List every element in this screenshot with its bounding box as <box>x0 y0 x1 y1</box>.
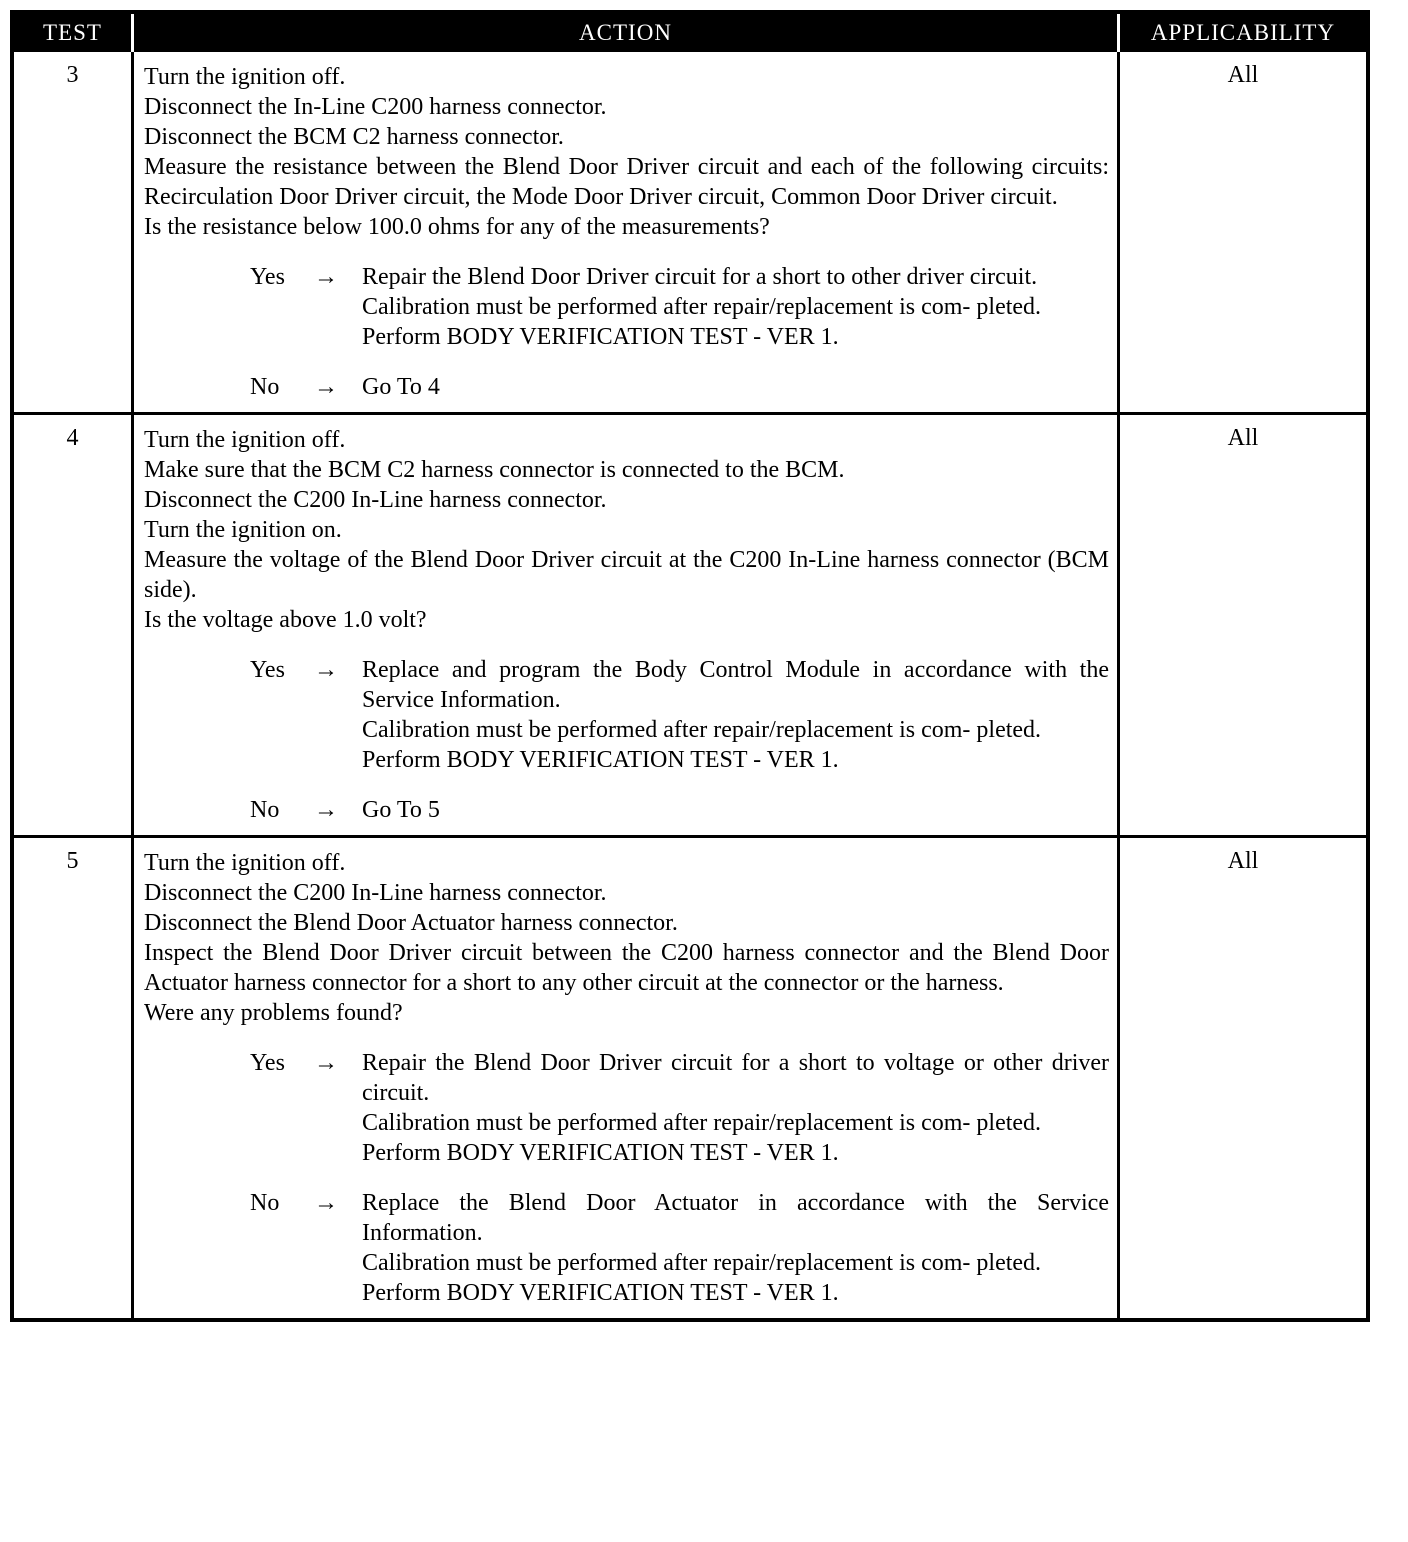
table-header <box>14 14 1366 52</box>
test-number: 3 <box>14 52 134 412</box>
outcome-answer: No <box>250 1190 280 1216</box>
outcome-no <box>144 372 1109 402</box>
result-line: Perform BODY VERIFICATION TEST - VER 1. <box>362 1140 839 1166</box>
header-action: ACTION <box>134 14 1120 52</box>
outcome-no <box>144 1188 1109 1308</box>
action-step: Disconnect the C200 In-Line harness connector. <box>144 880 607 906</box>
action-step: Is the voltage above 1.0 volt? <box>144 607 427 633</box>
outcome-result <box>362 372 1109 402</box>
action-step: Measure the voltage of the Blend Door Driver circuit at the C200 In-Line harness connector (BCM side). <box>144 547 1109 603</box>
outcome-result <box>362 655 1109 775</box>
action-step: Turn the ignition on. <box>144 517 342 543</box>
table-row <box>14 412 1366 835</box>
action-step: Disconnect the BCM C2 harness connector. <box>144 124 564 150</box>
outcome-yes <box>144 262 1109 352</box>
test-number: 4 <box>14 415 134 835</box>
action-step: Disconnect the C200 In-Line harness connector. <box>144 487 607 513</box>
applicability-cell: All <box>1227 425 1259 451</box>
test-number: 5 <box>14 838 134 1318</box>
action-step: Measure the resistance between the Blend Door Driver circuit and each of the following circuits: Recirculation Door Driver circuit, the Mode Door Driver circuit, Common Door Driver circuit. <box>144 154 1109 210</box>
result-line: Replace and program the Body Control Module in accordance with the Service Information. <box>362 657 1109 713</box>
action-step: Turn the ignition off. <box>144 427 346 453</box>
outcome-answer: Yes <box>250 1050 285 1076</box>
arrow-right-icon: → <box>314 374 338 400</box>
arrow-right-icon: → <box>314 264 338 290</box>
result-line: Go To 4 <box>362 374 440 400</box>
result-line: Calibration must be performed after repair/replacement is com- pleted. <box>362 294 1042 320</box>
result-line: Perform BODY VERIFICATION TEST - VER 1. <box>362 324 839 350</box>
outcome-answer: Yes <box>250 264 285 290</box>
outcome-yes <box>144 655 1109 775</box>
action-step: Inspect the Blend Door Driver circuit between the C200 harness connector and the Blend Door Actuator harness connector for a short to any other circuit at the connector or the harness. <box>144 940 1109 996</box>
arrow-right-icon: → <box>314 1190 338 1216</box>
result-line: Calibration must be performed after repair/replacement is com- pleted. <box>362 1250 1042 1276</box>
outcome-answer: Yes <box>250 657 285 683</box>
action-step: Make sure that the BCM C2 harness connector is connected to the BCM. <box>144 457 845 483</box>
arrow-right-icon: → <box>314 657 338 683</box>
table-row <box>14 835 1366 1318</box>
outcome-yes <box>144 1048 1109 1168</box>
action-step: Disconnect the Blend Door Actuator harness connector. <box>144 910 678 936</box>
outcome-result <box>362 262 1109 352</box>
applicability-cell: All <box>1227 62 1259 88</box>
outcome-answer: No <box>250 374 280 400</box>
outcome-no <box>144 795 1109 825</box>
outcome-result <box>362 1048 1109 1168</box>
result-line: Go To 5 <box>362 797 440 823</box>
result-line: Repair the Blend Door Driver circuit for a short to voltage or other driver circuit. <box>362 1050 1109 1106</box>
action-cell <box>134 52 1120 412</box>
table-row <box>14 52 1366 412</box>
result-line: Perform BODY VERIFICATION TEST - VER 1. <box>362 1280 839 1306</box>
action-step: Disconnect the In-Line C200 harness connector. <box>144 94 607 120</box>
header-applicability: APPLICABILITY <box>1150 20 1336 45</box>
action-step: Is the resistance below 100.0 ohms for any of the measurements? <box>144 214 770 240</box>
action-step: Were any problems found? <box>144 1000 403 1026</box>
result-line: Repair the Blend Door Driver circuit for a short to other driver circuit. <box>362 264 1038 290</box>
result-line: Calibration must be performed after repair/replacement is com- pleted. <box>362 1110 1042 1136</box>
action-step: Turn the ignition off. <box>144 850 346 876</box>
outcome-answer: No <box>250 797 280 823</box>
arrow-right-icon: → <box>314 797 338 823</box>
applicability-cell: All <box>1227 848 1259 874</box>
header-test: TEST <box>14 14 134 52</box>
outcome-result <box>362 795 1109 825</box>
action-cell <box>134 415 1120 835</box>
arrow-right-icon: → <box>314 1050 338 1076</box>
outcome-result <box>362 1188 1109 1308</box>
result-line: Perform BODY VERIFICATION TEST - VER 1. <box>362 747 839 773</box>
result-line: Calibration must be performed after repair/replacement is com- pleted. <box>362 717 1042 743</box>
table-body <box>14 52 1366 1318</box>
action-step: Turn the ignition off. <box>144 64 346 90</box>
action-cell <box>134 838 1120 1318</box>
result-line: Replace the Blend Door Actuator in accordance with the Service Information. <box>362 1190 1109 1246</box>
diagnostic-test-table <box>10 10 1370 1322</box>
